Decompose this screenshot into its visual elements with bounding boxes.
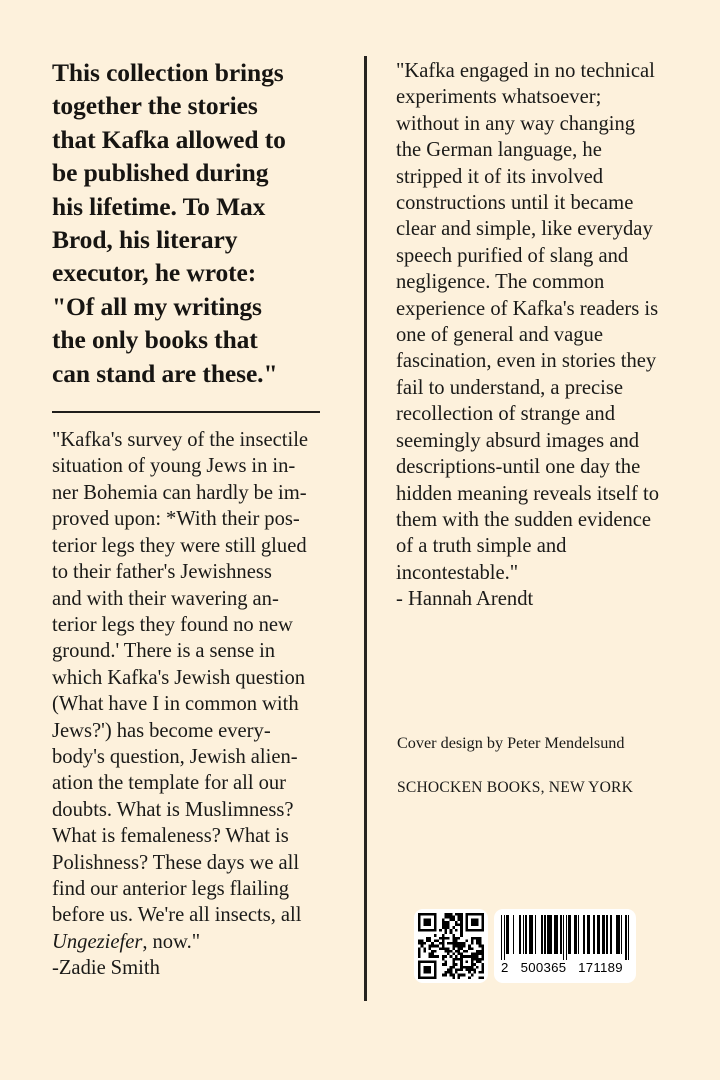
blurb-attribution-zadie-smith: -Zadie Smith <box>52 957 160 980</box>
headline-line: the only books that <box>52 325 258 355</box>
headline-blurb <box>52 56 320 390</box>
blurb-line: to their father's Jewishness <box>52 561 272 584</box>
blurb-line: recollection of strange and <box>396 403 615 426</box>
left-column <box>52 56 320 982</box>
credits-block <box>397 733 687 798</box>
blurb-line: one of general and vague <box>396 324 603 347</box>
blurb-line: "Kafka's survey of the insectile <box>52 429 309 452</box>
blurb-line: experiments whatsoever; <box>396 86 602 109</box>
blurb-line: incontestable." <box>396 561 519 584</box>
barcode-right-group: 171189 <box>578 960 623 975</box>
barcode-digits <box>501 961 629 975</box>
headline-line: This collection brings <box>52 58 284 87</box>
blurb-line: descriptions-until one day the <box>396 456 641 479</box>
blurb-line: and with their wavering an- <box>52 587 279 610</box>
blurb-line: Polishness? These days we all <box>52 851 300 874</box>
headline-line: "Of all my writings <box>52 291 262 321</box>
blurb-line: without in any way changing <box>396 112 636 135</box>
blurb-line: which Kafka's Jewish question <box>52 666 306 689</box>
headline-line: that Kafka allowed to <box>52 124 286 154</box>
blurb-line: doubts. What is Muslimness? <box>52 798 294 821</box>
headline-line: be published during <box>52 158 269 188</box>
publisher-imprint: SCHOCKEN BOOKS, NEW YORK <box>397 779 634 796</box>
blurb-line: fail to understand, a precise <box>396 376 624 399</box>
column-divider <box>364 56 367 1001</box>
blurb-line: stripped it of its involved <box>396 165 604 188</box>
blurb-line: hidden meaning reveals itself to <box>396 482 660 505</box>
blurb-line: clear and simple, like everyday <box>396 218 653 241</box>
blurb-line: the German language, he <box>396 139 602 162</box>
headline-line: together the stories <box>52 91 258 121</box>
horizontal-rule <box>52 411 320 413</box>
headline-line: Brod, his literary <box>52 225 238 255</box>
zadie-smith-blurb <box>52 427 320 982</box>
qr-code-icon <box>414 909 488 983</box>
blurb-line: constructions until it became <box>396 192 634 215</box>
blurb-final-line <box>52 929 320 955</box>
barcode-bars <box>501 915 629 960</box>
blurb-line: of a truth simple and <box>396 535 567 558</box>
blurb-attribution-hannah-arendt: - Hannah Arendt <box>396 588 534 611</box>
blurb-line: terior legs they were still glued <box>52 534 307 557</box>
blurb-line: What is femaleness? What is <box>52 825 289 848</box>
blurb-line: terior legs they found no new <box>52 613 293 636</box>
codes-block <box>414 909 636 983</box>
blurb-final-rest: , now." <box>142 930 201 953</box>
barcode-left-group: 500365 <box>520 960 567 975</box>
barcode-lead-digit: 2 <box>501 960 509 975</box>
headline-line: executor, he wrote: <box>52 258 257 288</box>
barcode-bar <box>628 915 629 960</box>
blurb-line: ner Bohemia can hardly be im- <box>52 481 307 504</box>
blurb-line: proved upon: *With their pos- <box>52 508 300 531</box>
blurb-line: seemingly absurd images and <box>396 429 640 452</box>
headline-line: can stand are these." <box>52 358 278 388</box>
blurb-line: ground.' There is a sense in <box>52 640 276 663</box>
headline-line: his lifetime. To Max <box>52 191 266 221</box>
blurb-line: body's question, Jewish alien- <box>52 745 298 768</box>
right-column <box>396 58 682 613</box>
blurb-line: fascination, even in stories they <box>396 350 657 373</box>
blurb-line: Jews?') has become every- <box>52 719 271 742</box>
blurb-line: experience of Kafka's readers is <box>396 297 659 320</box>
blurb-line: negligence. The common <box>396 271 605 294</box>
blurb-line: "Kafka engaged in no technical <box>396 60 655 82</box>
blurb-line: ation the template for all our <box>52 772 287 795</box>
blurb-line: find our anterior legs flailing <box>52 877 290 900</box>
blurb-line: them with the sudden evidence <box>396 508 652 531</box>
blurb-line: (What have I in common with <box>52 693 299 716</box>
cover-design-credit: Cover design by Peter Mendelsund <box>397 734 625 752</box>
blurb-line: situation of young Jews in in- <box>52 455 296 478</box>
ean13-barcode-icon <box>494 909 636 983</box>
foreign-word: Ungeziefer <box>52 930 143 953</box>
hannah-arendt-blurb <box>396 58 682 613</box>
blurb-line: before us. We're all insects, all <box>52 904 302 927</box>
blurb-line: speech purified of slang and <box>396 244 629 267</box>
